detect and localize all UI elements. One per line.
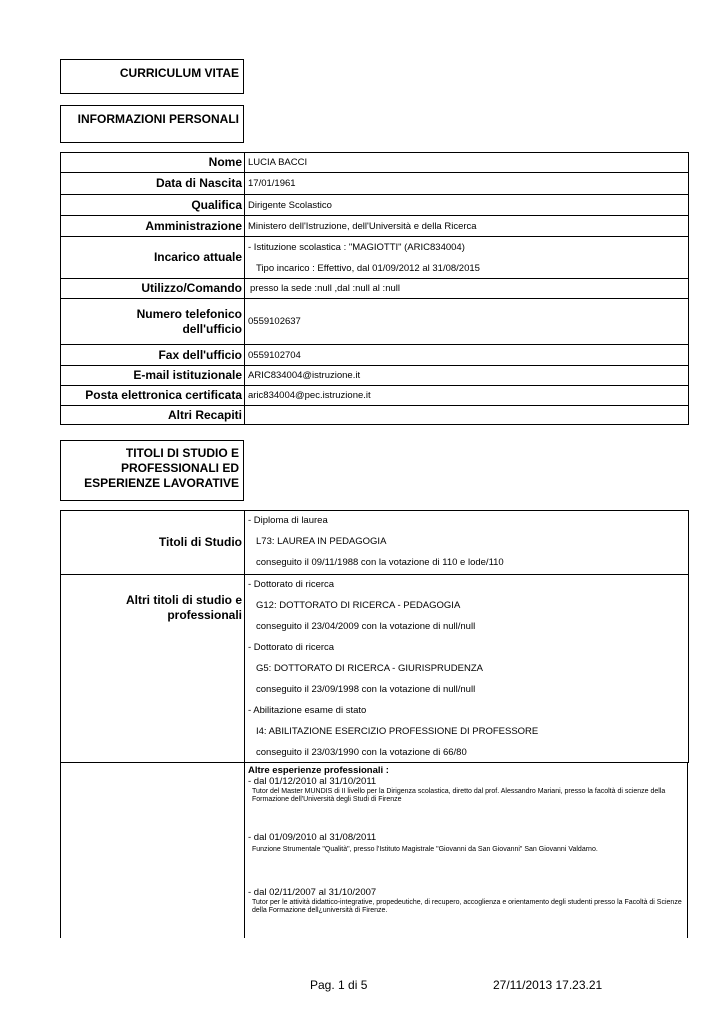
altri-titoli-value — [245, 575, 689, 763]
pec-value: aric834004@pec.istruzione.it — [245, 386, 689, 406]
altri-line-7: - Abilitazione esame di stato — [248, 705, 367, 716]
esperienze-title: Altre esperienze professionali : — [248, 765, 389, 776]
row-email — [61, 366, 689, 386]
email-label: E-mail istituzionale — [61, 366, 245, 386]
altri-line-8: I4: ABILITAZIONE ESERCIZIO PROFESSIONE DI PROFESSORE — [256, 726, 539, 737]
titoli-header-line-1: TITOLI DI STUDIO E — [125, 446, 239, 460]
titoli-table — [60, 510, 689, 763]
row-qualifica — [61, 195, 689, 216]
esp1-desc: Tutor del Master MUNDIS di II livello per la Dirigenza scolastica, diretto dal prof. Alessandro Mariani, presso la facoltà di scienze della Formazione dell'Università degli Studi di Firenze — [252, 788, 666, 803]
altri-label-1: Altri titoli di studio e — [126, 593, 242, 607]
esperienze-content — [248, 765, 684, 915]
qualifica-value: Dirigente Scolastico — [245, 195, 689, 216]
esp3-date: - dal 02/11/2007 al 31/10/2007 — [248, 887, 377, 898]
row-altri-titoli — [61, 575, 689, 763]
row-nome — [61, 153, 689, 173]
utilizzo-label: Utilizzo/Comando — [61, 279, 245, 299]
esp2-desc: Funzione Strumentale "Qualità", presso l'Istituto Magistrale "Giovanni da San Giovanni" San Giovanni Valdarno. — [252, 846, 598, 853]
row-fax — [61, 345, 689, 366]
esp1-date: - dal 01/12/2010 al 31/10/2011 — [248, 776, 377, 787]
altri-line-4: - Dottorato di ricerca — [248, 642, 335, 653]
titoli-header-box — [60, 440, 244, 501]
altri-label-2: professionali — [167, 608, 242, 622]
row-incarico — [61, 237, 689, 279]
nome-value: LUCIA BACCI — [245, 153, 689, 173]
esperienze-left-border — [60, 762, 61, 938]
personal-title-box — [60, 105, 244, 143]
altri-line-3: conseguito il 23/04/2009 con la votazione di null/null — [256, 621, 476, 632]
utilizzo-value: presso la sede :null ,dal :null al :null — [245, 279, 689, 299]
row-recapiti — [61, 406, 689, 425]
telefono-label-1: Numero telefonico — [136, 306, 242, 321]
titoli-header-line-3: ESPERIENZE LAVORATIVE — [84, 476, 239, 490]
esperienze-mid-border — [244, 762, 245, 938]
studio-line-2: L73: LAUREA IN PEDAGOGIA — [256, 536, 387, 547]
incarico-label: Incarico attuale — [61, 237, 245, 279]
altri-line-9: conseguito il 23/03/1990 con la votazione di 66/80 — [256, 747, 467, 758]
personal-title: INFORMAZIONI PERSONALI — [77, 112, 239, 126]
row-telefono — [61, 299, 689, 345]
fax-value: 0559102704 — [245, 345, 689, 366]
cv-title: CURRICULUM VITAE — [119, 66, 239, 80]
incarico-line-2: Tipo incarico : Effettivo, dal 01/09/2012 al 31/08/2015 — [256, 263, 480, 274]
esp2-date: - dal 01/09/2010 al 31/08/2011 — [248, 832, 377, 843]
print-timestamp: 27/11/2013 17.23.21 — [493, 978, 603, 992]
recapiti-value — [245, 406, 689, 425]
cv-title-box — [60, 59, 244, 94]
esperienze-section — [60, 762, 688, 938]
studio-line-3: conseguito il 09/11/1988 con la votazione di 110 e lode/110 — [256, 557, 504, 568]
esp3-desc: Tutor per le attività didattico-integrative, propedeutiche, di recupero, accoglienza e orientamento degli studenti presso la Facoltà di Scienze della Formazione dell¿università di Firenze. — [252, 899, 682, 914]
telefono-value: 0559102637 — [245, 299, 689, 345]
nascita-value: 17/01/1961 — [245, 173, 689, 195]
incarico-line-1: - Istituzione scolastica : "MAGIOTTI" (ARIC834004) — [248, 242, 465, 253]
pec-label: Posta elettronica certificata — [61, 386, 245, 406]
amministrazione-label: Amministrazione — [61, 216, 245, 237]
altri-line-2: G12: DOTTORATO DI RICERCA - PEDAGOGIA — [256, 600, 461, 611]
row-utilizzo — [61, 279, 689, 299]
altri-line-6: conseguito il 23/09/1998 con la votazione di null/null — [256, 684, 476, 695]
row-nascita — [61, 173, 689, 195]
telefono-label — [61, 299, 245, 345]
altri-line-5: G5: DOTTORATO DI RICERCA - GIURISPRUDENZA — [256, 663, 483, 674]
fax-label: Fax dell'ufficio — [61, 345, 245, 366]
row-amministrazione — [61, 216, 689, 237]
nome-label: Nome — [61, 153, 245, 173]
personal-info-table — [60, 152, 689, 425]
esperienze-right-border — [687, 762, 688, 938]
nascita-label: Data di Nascita — [61, 173, 245, 195]
qualifica-label: Qualifica — [61, 195, 245, 216]
titoli-studio-label: Titoli di Studio — [61, 511, 245, 575]
email-value: ARIC834004@istruzione.it — [245, 366, 689, 386]
telefono-label-2: dell'ufficio — [182, 321, 242, 336]
row-titoli-studio — [61, 511, 689, 575]
altri-line-1: - Dottorato di ricerca — [248, 579, 335, 590]
page-number: Pag. 1 di 5 — [310, 978, 368, 992]
altri-titoli-label — [61, 575, 245, 763]
recapiti-label: Altri Recapiti — [61, 406, 245, 425]
titoli-header-line-2: PROFESSIONALI ED — [120, 461, 239, 475]
studio-line-1: - Diploma di laurea — [248, 515, 328, 526]
incarico-value — [245, 237, 689, 279]
row-pec — [61, 386, 689, 406]
amministrazione-value: Ministero dell'Istruzione, dell'Università e della Ricerca — [245, 216, 689, 237]
titoli-studio-value — [245, 511, 689, 575]
